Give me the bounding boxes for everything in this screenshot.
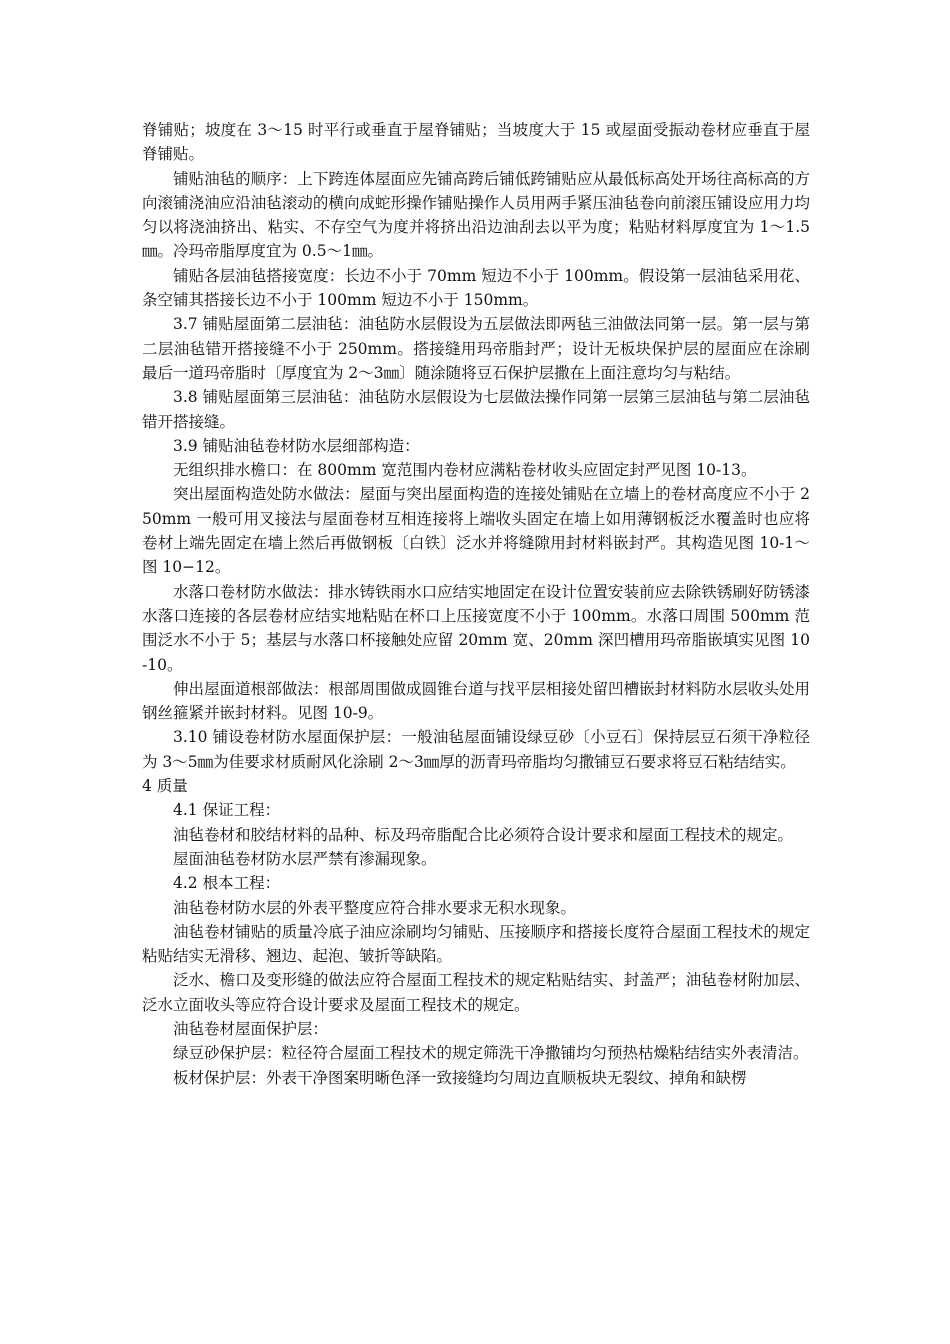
paragraph-no-leakage: 屋面油毡卷材防水层严禁有渗漏现象。 xyxy=(173,849,437,868)
paragraph-flashing-eaves: 泛水、檐口及变形缝的做法应符合屋面工程技术的规定粘贴结实、封盖严；油毡卷材附加层、泛水立面收头等应符合设计要求及屋面工程技术的规定。 xyxy=(142,971,810,1014)
paragraph-drain-outlet: 水落口卷材防水做法：排水铸铁雨水口应结实地固定在设计位置安装前应去除铁锈刷好防锈漆水落口连接的各层卷材应结实地粘贴在杯口上压接宽度不小于 100mm。水落口周围 500mm 范围泛水不小于 5；基层与水落口杯接触处应留 20mm 宽、20mm 深凹槽用玛帝脂嵌填实见图 10-10。 xyxy=(142,582,810,674)
paragraph-section-3-7: 3.7 铺贴屋面第二层油毡：油毡防水层假设为五层做法即两毡三油做法同第一层。第一层与第二层油毡错开搭接缝不小于 250mm。搭接缝用玛帝脂封严；设计无板块保护层的屋面应在涂刷最后一道玛帝脂时〔厚度宜为 2～3㎜〕随涂随将豆石保护层撒在上面注意均匀与粘结。 xyxy=(142,315,810,382)
paragraph-overlap-width: 铺贴各层油毡搭接宽度：长边不小于 70mm 短边不小于 100mm。假设第一层油毡采用花、条空铺其搭接长边不小于 100mm 短边不小于 150mm。 xyxy=(142,266,810,310)
paragraph-eave-drainage: 无组织排水檐口：在 800mm 宽范围内卷材应满粘卷材收头应固定封严见图 10-13。 xyxy=(173,461,757,480)
subsection-heading-4-2: 4.2 根本工程： xyxy=(173,874,281,893)
paragraph-protection-layer: 油毡卷材屋面保护层： xyxy=(173,1019,329,1038)
document-page xyxy=(142,118,810,1090)
paragraph-gravel-protection: 绿豆砂保护层：粒径符合屋面工程技术的规定筛洗干净撒铺均匀预热枯燥粘结结实外表清洁。 xyxy=(173,1044,809,1063)
paragraph-slab-protection: 板材保护层：外表干净图案明晰色泽一致接缝均匀周边直顺板块无裂纹、掉角和缺楞 xyxy=(173,1068,747,1087)
paragraph-paving-quality: 油毡卷材铺贴的质量冷底子油应涂刷均匀铺贴、压接顺序和搭接长度符合屋面工程技术的规定粘贴结实无滑移、翘边、起泡、皱折等缺陷。 xyxy=(142,922,810,966)
paragraph-material-requirements: 油毡卷材和胶结材料的品种、标及玛帝脂配合比必须符合设计要求和屋面工程技术的规定。 xyxy=(173,825,794,844)
paragraph-pipe-root: 伸出屋面道根部做法：根部周围做成圆锥台道与找平层相接处留凹槽嵌封材料防水层收头处用钢丝箍紧并嵌封材料。见图 10-9。 xyxy=(142,679,810,723)
paragraph-section-3-9: 3.9 铺贴油毡卷材防水层细部构造： xyxy=(173,436,420,455)
paragraph-protruding-structure: 突出屋面构造处防水做法：屋面与突出屋面构造的连接处铺贴在立墙上的卷材高度应不小于 250mm 一般可用叉接法与屋面卷材互相连接将上端收头固定在墙上如用薄钢板泛水覆盖时也应将卷材上端先固定在墙上然后再做钢板〔白铁〕泛水并将缝隙用封材料嵌封严。其构造见图 10-1～图 10−12。 xyxy=(142,485,810,577)
paragraph-paving-order: 铺贴油毡的顺序：上下跨连体屋面应先铺高跨后铺低跨铺贴应从最低标高处开场往高标高的方向滚铺浇油应沿油毡滚动的横向成蛇形操作铺贴操作人员用两手紧压油毡卷向前滚压铺设应用力均匀以将浇油挤出、粘实、不存空气为度并将挤出沿边油刮去以平为度；粘贴材料厚度宜为 1～1.5㎜。冷玛帝脂厚度宜为 0.5～1㎜。 xyxy=(142,169,810,261)
paragraph-section-3-8: 3.8 铺贴屋面第三层油毡：油毡防水层假设为七层做法操作同第一层第三层油毡与第二层油毡错开搭接缝。 xyxy=(142,388,810,431)
section-heading-quality: 4 质量 xyxy=(142,777,188,796)
paragraph-surface-flatness: 油毡卷材防水层的外表平整度应符合排水要求无积水现象。 xyxy=(173,898,577,917)
paragraph-ridge-paving: 脊铺贴；坡度在 3～15 时平行或垂直于屋脊铺贴；当坡度大于 15 或屋面受振动卷材应垂直于屋脊铺贴。 xyxy=(142,121,810,164)
paragraph-section-3-10: 3.10 铺设卷材防水屋面保护层：一般油毡屋面铺设绿豆砂〔小豆石〕保持层豆石须干净粒径为 3～5㎜为佳要求材质耐风化涂刷 2～3㎜厚的沥青玛帝脂均匀撒铺豆石要求将豆石粘结结实。 xyxy=(142,728,810,771)
subsection-heading-4-1: 4.1 保证工程： xyxy=(173,801,281,820)
